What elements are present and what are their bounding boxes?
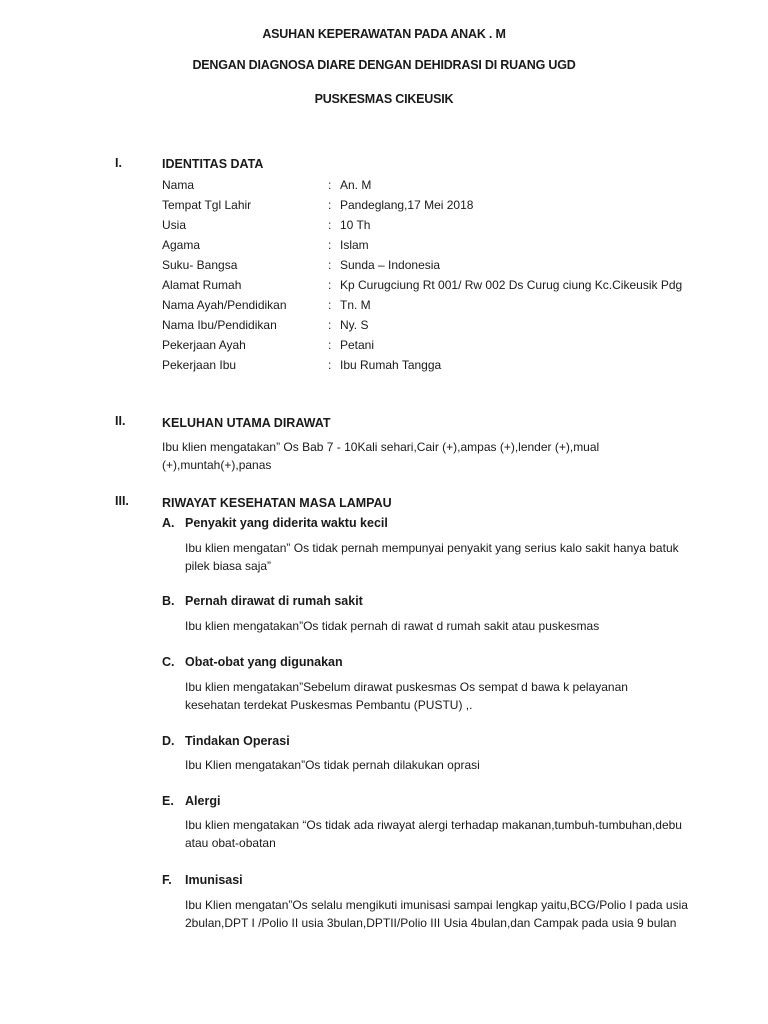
subsection-e-letter: E. (162, 794, 174, 808)
section-2-number: II. (115, 414, 126, 428)
identity-value: Tn. M (340, 298, 371, 312)
identity-label: Nama Ibu/Pendidikan (162, 318, 277, 332)
identity-colon: : (328, 258, 332, 272)
section-1-title: IDENTITAS DATA (162, 157, 264, 171)
identity-row-tempat-tgl-lahir (162, 198, 722, 216)
identity-row-nama (162, 178, 722, 196)
subsection-f-line-2: 2bulan,DPT I /Polio II usia 3bulan,DPTII/Polio III Usia 4bulan,dan Campak pada usia 9 bulan (185, 916, 677, 930)
subsection-d-line-1: Ibu Klien mengatakan”Os tidak pernah dilakukan oprasi (185, 758, 480, 772)
identity-label: Tempat Tgl Lahir (162, 198, 252, 212)
identity-label: Nama (162, 178, 195, 192)
section-3-number: III. (115, 494, 129, 508)
identity-row-agama (162, 238, 722, 256)
identity-label: Suku- Bangsa (162, 258, 238, 272)
identity-value: Kp Curugciung Rt 001/ Rw 002 Ds Curug ciung Kc.Cikeusik Pdg (340, 278, 683, 292)
identity-colon: : (328, 218, 332, 232)
identity-colon: : (328, 338, 332, 352)
identity-colon: : (328, 318, 332, 332)
identity-value: 10 Th (340, 218, 371, 232)
subsection-a-line-1: Ibu klien mengatan” Os tidak pernah mempunyai penyakit yang serius kalo sakit hanya batuk (185, 541, 679, 555)
identity-value: An. M (340, 178, 372, 192)
subsection-c-line-1: Ibu klien mengatakan”Sebelum dirawat puskesmas Os sempat d bawa k pelayanan (185, 680, 628, 694)
identity-label: Agama (162, 238, 201, 252)
identity-colon: : (328, 178, 332, 192)
subsection-b-letter: B. (162, 594, 175, 608)
subsection-b-title: Pernah dirawat di rumah sakit (185, 594, 363, 608)
identity-row-alamat-rumah (162, 278, 722, 296)
subsection-d-title: Tindakan Operasi (185, 734, 290, 748)
identity-row-nama-ibu (162, 318, 722, 336)
identity-colon: : (328, 198, 332, 212)
identity-value: Ibu Rumah Tangga (340, 358, 442, 372)
identity-value: Ny. S (340, 318, 369, 332)
identity-label: Pekerjaan Ibu (162, 358, 237, 372)
subsection-e-line-2: atau obat-obatan (185, 836, 276, 850)
subsection-c-line-2: kesehatan terdekat Puskesmas Pembantu (PUSTU) ,. (185, 698, 473, 712)
identity-value: Petani (340, 338, 375, 352)
identity-value: Sunda – Indonesia (340, 258, 441, 272)
subsection-a-title: Penyakit yang diderita waktu kecil (185, 516, 388, 530)
subsection-e-title: Alergi (185, 794, 221, 808)
identity-label: Usia (162, 218, 187, 232)
identity-colon: : (328, 238, 332, 252)
section-2-title: KELUHAN UTAMA DIRAWAT (162, 416, 331, 430)
document-title: ASUHAN KEPERAWATAN PADA ANAK . M (262, 27, 506, 41)
identity-label: Alamat Rumah (162, 278, 242, 292)
subsection-a-letter: A. (162, 516, 175, 530)
chief-complaint-line-1: Ibu klien mengatakan” Os Bab 7 - 10Kali sehari,Cair (+),ampas (+),lender (+),mual (162, 440, 600, 454)
identity-value: Islam (340, 238, 369, 252)
subsection-b-line-1: Ibu klien mengatakan”Os tidak pernah di rawat d rumah sakit atau puskesmas (185, 619, 600, 633)
identity-row-pekerjaan-ibu (162, 358, 722, 376)
subsection-f-letter: F. (162, 873, 172, 887)
subsection-e-line-1: Ibu klien mengatakan “Os tidak ada riwayat alergi terhadap makanan,tumbuh-tumbuhan,debu (185, 818, 682, 832)
subsection-f-line-1: Ibu Klien mengatan”Os selalu mengikuti imunisasi sampai lengkap yaitu,BCG/Polio I pada usia (185, 898, 688, 912)
identity-value: Pandeglang,17 Mei 2018 (340, 198, 474, 212)
identity-colon: : (328, 358, 332, 372)
subsection-d-letter: D. (162, 734, 175, 748)
section-3-title: RIWAYAT KESEHATAN MASA LAMPAU (162, 496, 392, 510)
document-location: PUSKESMAS CIKEUSIK (314, 92, 454, 106)
document-subtitle: DENGAN DIAGNOSA DIARE DENGAN DEHIDRASI DI RUANG UGD (192, 58, 576, 72)
identity-colon: : (328, 278, 332, 292)
identity-row-usia (162, 218, 722, 236)
section-1-number: I. (115, 156, 122, 170)
chief-complaint-line-2: (+),muntah(+),panas (162, 458, 272, 472)
identity-colon: : (328, 298, 332, 312)
subsection-c-letter: C. (162, 655, 175, 669)
identity-row-suku-bangsa (162, 258, 722, 276)
identity-label: Pekerjaan Ayah (162, 338, 246, 352)
subsection-a-line-2: pilek biasa saja” (185, 559, 272, 573)
subsection-c-title: Obat-obat yang digunakan (185, 655, 343, 669)
identity-row-pekerjaan-ayah (162, 338, 722, 356)
identity-row-nama-ayah (162, 298, 722, 316)
identity-label: Nama Ayah/Pendidikan (162, 298, 287, 312)
subsection-f-title: Imunisasi (185, 873, 243, 887)
